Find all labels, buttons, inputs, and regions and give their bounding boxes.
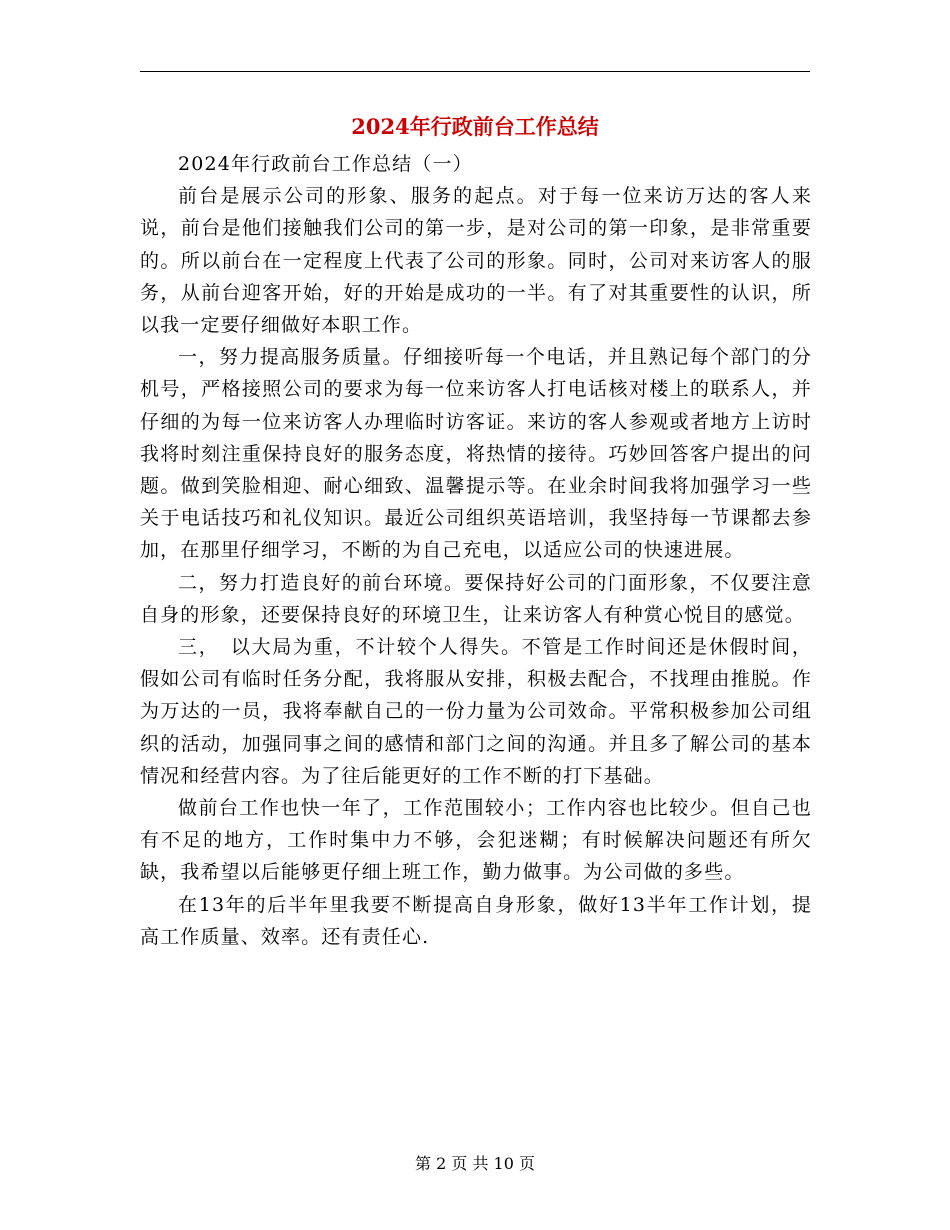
paragraph-plan: 在13年的后半年里我要不断提高自身形象，做好13半年工作计划，提高工作质量、效率。还有责任心. — [140, 893, 812, 948]
section-heading: 2024年行政前台工作总结（一） — [178, 153, 473, 175]
paragraph-intro: 前台是展示公司的形象、服务的起点。对于每一位来访万达的客人来说，前台是他们接触我们公司的第一步，是对公司的第一印象，是非常重要的。所以前台在一定程度上代表了公司的形象。同时，公司对来访客人的服务，从前台迎客开始，好的开始是成功的一半。有了对其重要性的认识，所以我一定要仔细做好本职工作。 — [140, 185, 812, 337]
paragraph-point-3: 三， 以大局为重，不计较个人得失。不管是工作时间还是休假时间，假如公司有临时任务分配，我将服从安排，积极去配合，不找理由推脱。作为万达的一员，我将奉献自己的一份力量为公司效命。平常积极参加公司组织的活动，加强同事之间的感情和部门之间的沟通。并且多了解公司的基本情况和经营内容。为了往后能更好的工作不断的打下基础。 — [140, 636, 812, 787]
paragraph-point-1: 一，努力提高服务质量。仔细接听每一个电话，并且熟记每个部门的分机号，严格接照公司的要求为每一位来访客人打电话核对楼上的联系人，并仔细的为每一位来访客人办理临时访客证。来访的客人参观或者地方上访时我将时刻注重保持良好的服务态度，将热情的接待。巧妙回答客户提出的问题。做到笑脸相迎、耐心细致、温馨提示等。在业余时间我将加强学习一些关于电话技巧和礼仪知识。最近公司组织英语培训，我坚持每一节课都去参加，在那里仔细学习，不断的为自己充电，以适应公司的快速进展。 — [140, 346, 812, 562]
paragraph-point-2: 二，努力打造良好的前台环境。要保持好公司的门面形象，不仅要注意自身的形象，还要保持良好的环境卫生，让来访客人有种赏心悦目的感觉。 — [140, 571, 812, 626]
document-title: 2024年行政前台工作总结 — [351, 114, 599, 139]
paragraph-reflection: 做前台工作也快一年了，工作范围较小；工作内容也比较少。但自己也有不足的地方，工作时集中力不够，会犯迷糊；有时候解决问题还有所欠缺，我希望以后能够更仔细上班工作，勤力做事。为公司做的多些。 — [140, 797, 812, 884]
page-number: 第 2 页 共 10 页 — [415, 1154, 535, 1173]
document-body — [140, 148, 812, 953]
header-rule — [140, 71, 810, 72]
